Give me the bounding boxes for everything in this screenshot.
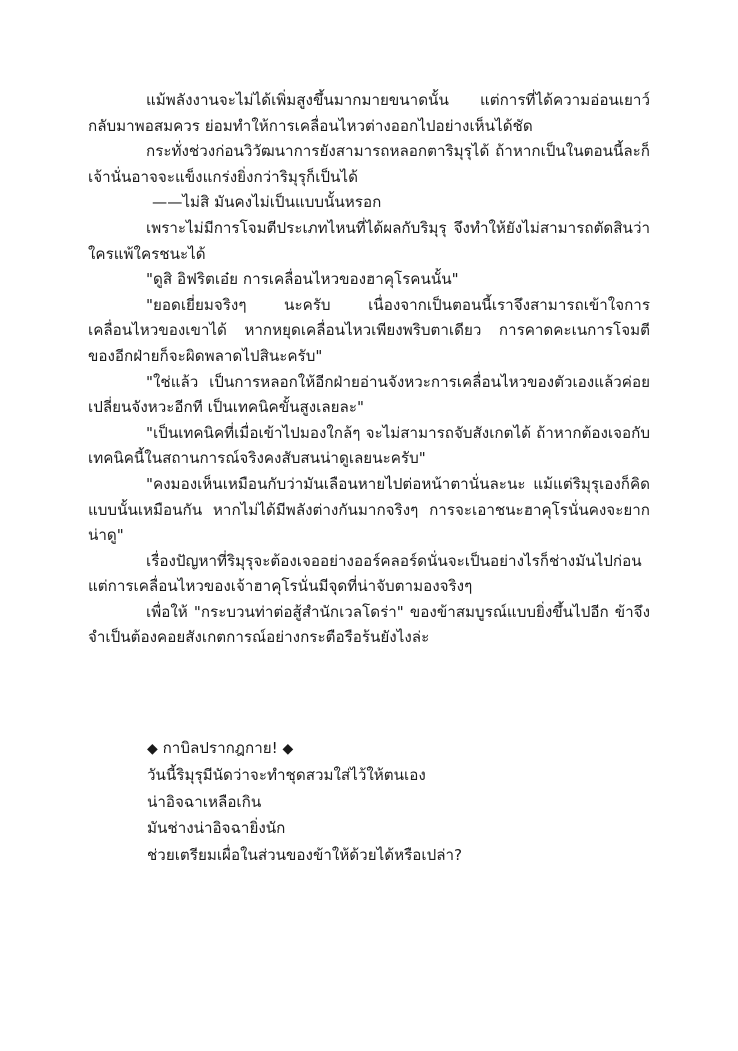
notice-title-line bbox=[147, 735, 647, 762]
paragraph: "ยอดเยี่ยมจริงๆ นะครับ เนื่องจากเป็นตอนนี้เราจึงสามารถเข้าใจการเคลื่อนไหวของเขาได้ หากหยุดเคลื่อนไหวเพียงพริบตาเดียว การคาดคะเนการโจมตีของอีกฝ่ายก็จะผิดพลาดไปสินะครับ" bbox=[88, 295, 650, 365]
paragraph: "ดูสิ อิฟริตเอ๋ย การเคลื่อนไหวของฮาคุโรคนนั้น" bbox=[146, 270, 459, 289]
paragraph: แม้พลังงานจะไม่ได้เพิ่มสูงขึ้นมากมายขนาดนั้น แต่การที่ได้ความอ่อนเยาว์กลับมาพอสมควร ย่อมทำให้การเคลื่อนไหวต่างออกไปอย่างเห็นได้ชัด bbox=[88, 91, 650, 135]
paragraph: "คงมองเห็นเหมือนกับว่ามันเลือนหายไปต่อหน้าตานั่นละนะ แม้แต่ริมุรุเองก็คิดแบบนั้นเหมือนกัน หากไม่ได้มีพลังต่างกันมากจริงๆ การจะเอาชนะฮาคุโรนั่นคงจะยากน่าดู" bbox=[88, 474, 650, 545]
notice-box bbox=[147, 735, 647, 868]
notice-title: กาบิลปรากฎกาย! bbox=[162, 739, 278, 757]
paragraph: เพื่อให้ "กระบวนท่าต่อสู้สำนักเวลโดร่า" ของข้าสมบูรณ์แบบยิ่งขึ้นไปอีก ข้าจึงจำเป็นต้องคอยสังเกตการณ์อย่างกระตือรือร้นยังไงล่ะ bbox=[88, 602, 650, 647]
paragraph: เรื่องปัญหาที่ริมุรุจะต้องเจออย่างออร์คลอร์ดนั่นจะเป็นอย่างไรก็ช่างมันไปก่อน แต่การเคลื่อนไหวของเจ้าฮาคุโรนั่นมีจุดที่น่าจับตามองจริงๆ bbox=[88, 551, 642, 596]
paragraph: "ใช่แล้ว เป็นการหลอกให้อีกฝ่ายอ่านจังหวะการเคลื่อนไหวของตัวเองแล้วค่อยเปลี่ยนจังหวะอีกที เป็นเทคนิคขั้นสูงเลยละ" bbox=[88, 372, 650, 417]
paragraph: กระทั่งช่วงก่อนวิวัฒนาการยังสามารถหลอกตาริมุรุได้ ถ้าหากเป็นในตอนนี้ละก็เจ้านั่นอาจจะแข็งแกร่งยิ่งกว่าริมุรุก็เป็นได้ bbox=[88, 142, 650, 186]
paragraph: "เป็นเทคนิคที่เมื่อเข้าไปมองใกล้ๆ จะไม่สามารถจับสังเกตได้ ถ้าหากต้องเจอกับเทคนิคนี้ในสถานการณ์จริงคงสับสนน่าดูเลยนะครับ" bbox=[88, 423, 650, 468]
notice-line: มันช่างน่าอิจฉายิ่งนัก bbox=[147, 819, 286, 838]
diamond-icon: ◆ bbox=[147, 741, 158, 757]
notice-line: วันนี้ริมุรุมีนัดว่าจะทำชุดสวมใส่ไว้ให้ตนเอง bbox=[147, 766, 426, 785]
story-text bbox=[88, 88, 650, 651]
notice-line: ช่วยเตรียมเผื่อในส่วนของข้าให้ด้วยได้หรือเปล่า? bbox=[147, 845, 463, 864]
paragraph: เพราะไม่มีการโจมตีประเภทไหนที่ได้ผลกับริมุรุ จึงทำให้ยังไม่สามารถตัดสินว่าใครแพ้ใครชนะได้ bbox=[88, 218, 650, 263]
paragraph: ——ไม่สิ มันคงไม่เป็นแบบนั้นหรอก bbox=[152, 193, 382, 212]
notice-line: น่าอิจฉาเหลือเกิน bbox=[147, 792, 262, 811]
diamond-icon: ◆ bbox=[282, 741, 294, 757]
